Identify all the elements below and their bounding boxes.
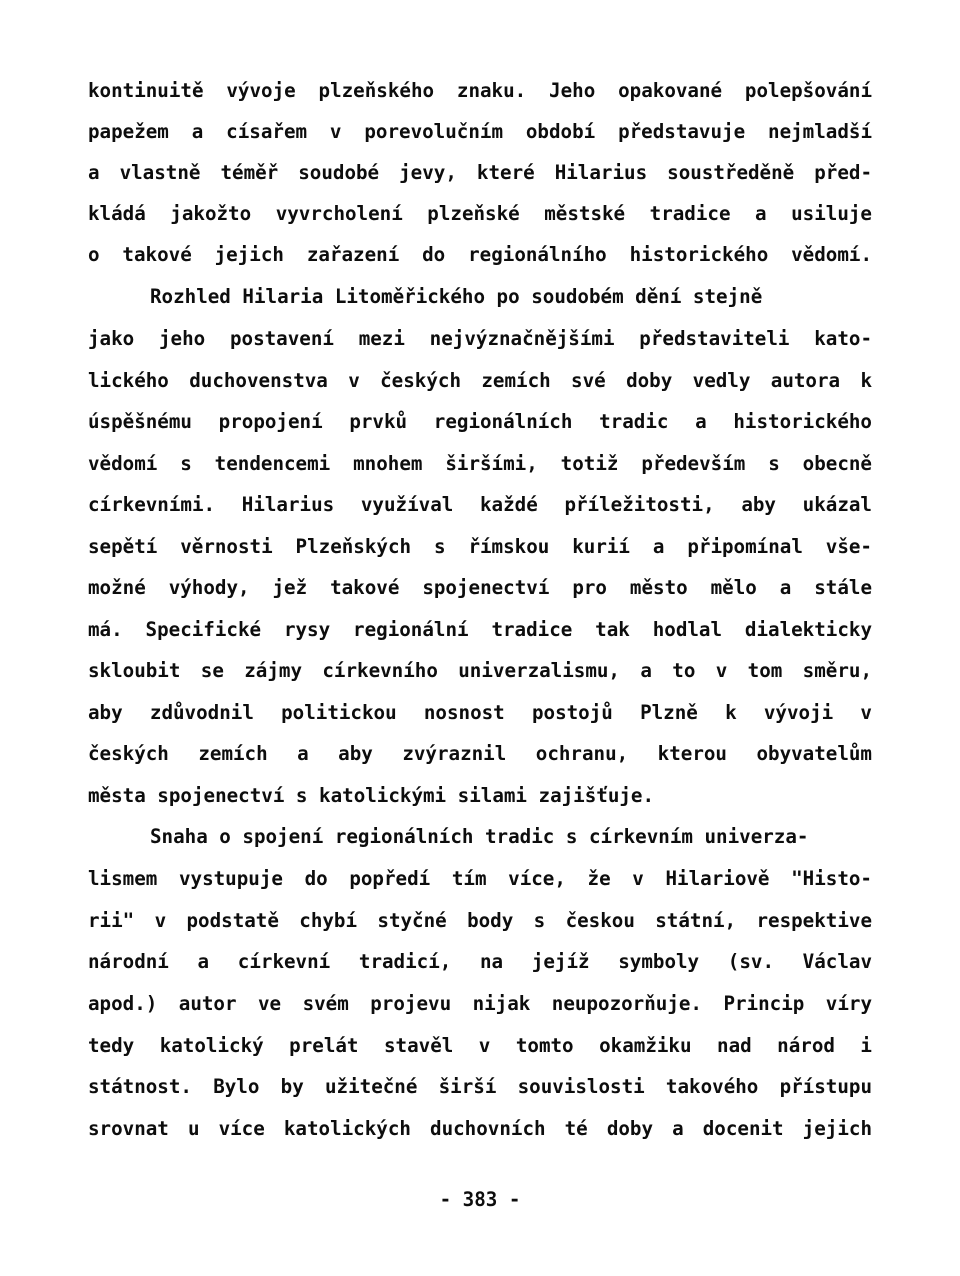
text-line: Rozhled Hilaria Litoměřického po soudobém dění stejně (150, 285, 763, 308)
text-line: možné výhody, jež takové spojenectví pro město mělo a stále (88, 576, 872, 599)
text-line: kontinuitě vývoje plzeňského znaku. Jeho opakované polepšování (88, 79, 872, 102)
text-line: aby zdůvodnil politickou nosnost postojů Plzně k vývoji v (88, 701, 872, 724)
text-line: národní a církevní tradicí, na jejíž symboly (sv. Václav (88, 950, 872, 973)
text-line: kládá jakožto vyvrcholení plzeňské městské tradice a usiluje (88, 202, 872, 225)
text-line: papežem a císařem v porevolučním období představuje nejmladší (88, 120, 872, 143)
text-line: úspěšnému propojení prvků regionálních tradic a historického (88, 410, 872, 433)
text-line: města spojenectví s katolickými silami zajišťuje. (88, 784, 655, 807)
text-line: sepětí věrnosti Plzeňských s římskou kurií a připomínal vše- (88, 535, 872, 558)
text-line: lismem vystupuje do popředí tím více, že v Hilariově "Histo- (88, 867, 872, 890)
text-line: o takové jejich zařazení do regionálního historického vědomí. (88, 243, 872, 266)
text-line: Snaha o spojení regionálních tradic s církevním univerza- (150, 825, 809, 848)
text-line: lického duchovenstva v českých zemích své doby vedly autora k (88, 369, 872, 392)
text-line: má. Specifické rysy regionální tradice tak hodlal dialekticky (88, 618, 872, 641)
text-line: rii" v podstatě chybí styčné body s českou státní, respektive (88, 909, 872, 932)
text-line: českých zemích a aby zvýraznil ochranu, kterou obyvatelům (88, 742, 872, 765)
text-line: tedy katolický prelát stavěl v tomto okamžiku nad národ i (88, 1034, 872, 1057)
page-number: - 383 - (439, 1188, 521, 1211)
text-line: apod.) autor ve svém projevu nijak neupozorňuje. Princip víry (88, 992, 872, 1015)
text-line: vědomí s tendencemi mnohem širšími, totiž především s obecně (88, 452, 872, 475)
text-line: skloubit se zájmy církevního univerzalismu, a to v tom směru, (88, 659, 872, 682)
text-line: a vlastně téměř soudobé jevy, které Hilarius soustředěně před- (88, 161, 872, 184)
text-line: srovnat u více katolických duchovních té doby a docenit jejich (88, 1117, 872, 1140)
text-line: jako jeho postavení mezi nejvýznačnějšími představiteli kato- (88, 327, 872, 350)
text-line: církevními. Hilarius využíval každé příležitosti, aby ukázal (88, 493, 872, 516)
text-line: státnost. Bylo by užitečné širší souvislosti takového přístupu (88, 1075, 872, 1098)
